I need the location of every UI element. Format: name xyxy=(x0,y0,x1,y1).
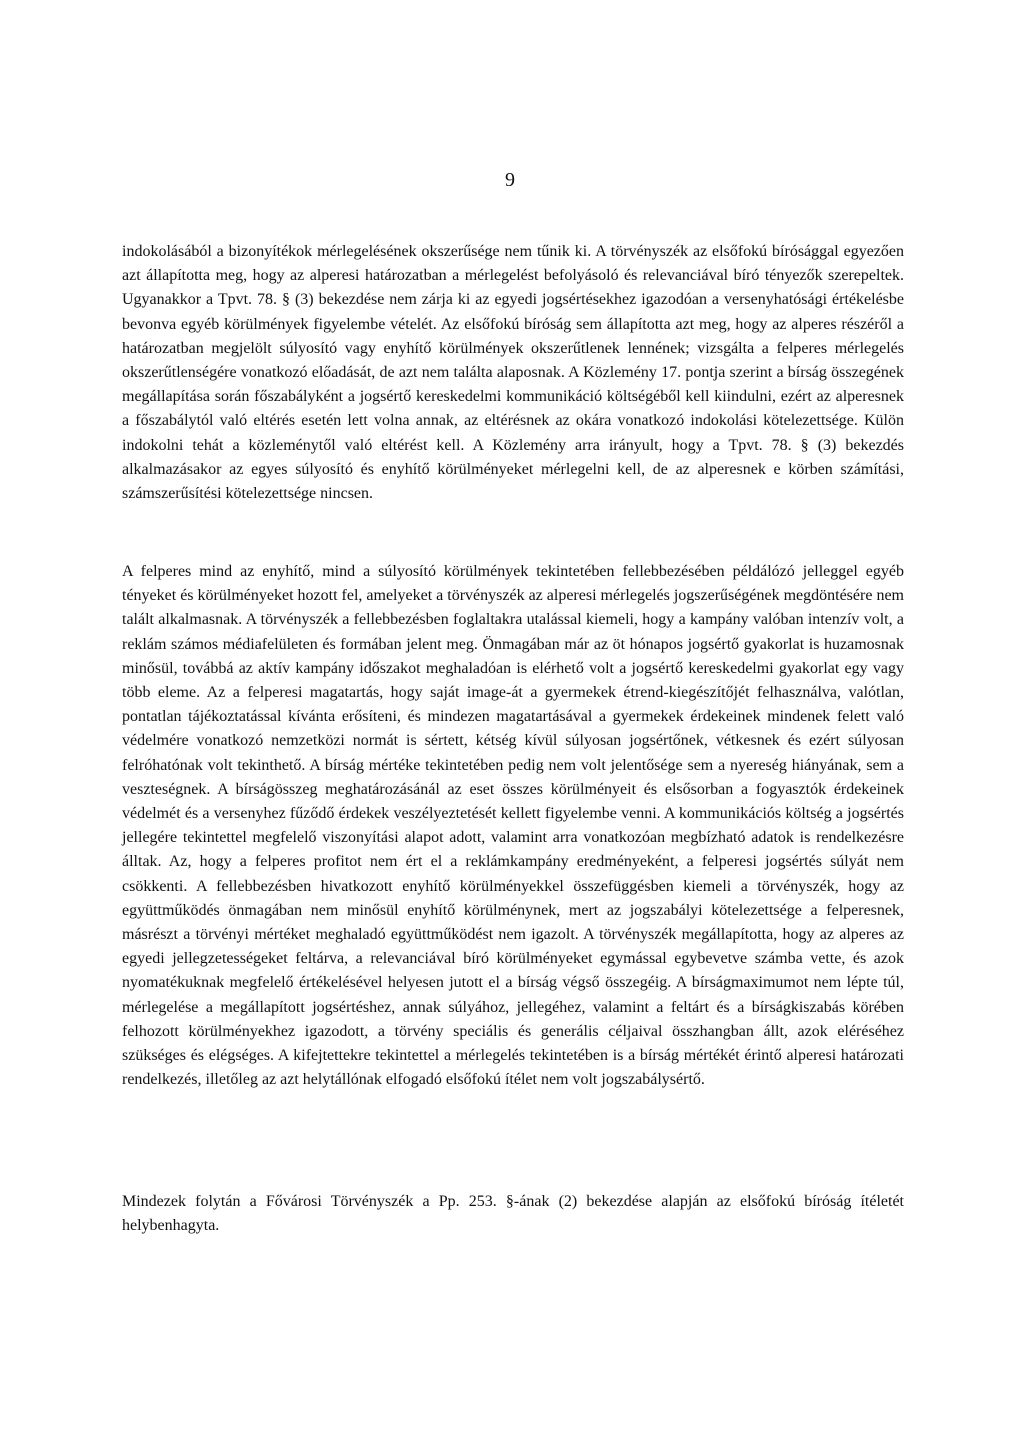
paragraph-3: Mindezek folytán a Fővárosi Törvényszék a Pp. 253. §-ának (2) bekezdése alapján az elsőfokú bíróság ítéletét helybenhagyta. xyxy=(122,1193,904,1235)
paragraph-1: indokolásából a bizonyítékok mérlegelésének okszerűsége nem tűnik ki. A törvényszék az elsőfokú bírósággal egyezően azt állapította meg, hogy az alperesi határozatban a mérlegelést befolyásoló és relevanciával bíró tényezők szerepeltek. Ugyanakkor a Tpvt. 78. § (3) bekezdése nem zárja ki az egyedi jogsértésekhez igazodóan a versenyhatósági értékelésbe bevonva egyéb körülmények figyelembe vételét. Az elsőfokú bíróság sem állapította azt meg, hogy az alperes részéről a határozatban megjelölt súlyosító vagy enyhítő körülmények okszerűtlenek lennének; vizsgálta a felperes mérlegelés okszerűtlenségére vonatkozó előadását, de azt nem találta alaposnak. A Közlemény 17. pontja szerint a bírság összegének megállapítása során főszabályként a jogsértő kereskedelmi kommunikáció költségéből kell kiindulni, ezért az alperesnek a főszabálytól való eltérés esetén lett volna annak, az eltérésnek az okára vonatkozó indokolási kötelezettsége. Külön indokolni tehát a közleménytől való eltérést kell. A Közlemény arra irányult, hogy a Tpvt. 78. § (3) bekezdés alkalmazásakor az egyes súlyosító és enyhítő körülményeket mérlegelni kell, de az alperesnek e körben számítási, számszerűsítési kötelezettsége nincsen. xyxy=(122,243,904,503)
page-number: 9 xyxy=(505,169,515,191)
paragraph-2: A felperes mind az enyhítő, mind a súlyosító körülmények tekintetében fellebbezésében példálózó jelleggel egyéb tényeket és körülményeket hozott fel, amelyeket a törvényszék az alperesi mérlegelés jogszerűségének megdöntésére nem talált alkalmasnak. A törvényszék a fellebbezésben foglaltakra utalással kiemeli, hogy a kampány valóban intenzív volt, a reklám számos médiafelületen és formában jelent meg. Önmagában már az öt hónapos jogsértő gyakorlat is huzamosnak minősül, továbbá az aktív kampány időszakot meghaladóan is elérhető volt a jogsértő kereskedelmi gyakorlat egy vagy több eleme. Az a felperesi magatartás, hogy saját image-át a gyermekek étrend-kiegészítőjét felhasználva, valótlan, pontatlan tájékoztatással kívánta erősíteni, és mindezen magatartásával a gyermekek érdekeinek mindenek felett való védelmére vonatkozó nemzetközi normát is sértett, kétség kívül súlyosan jogsértőnek, vétkesnek és ezért súlyosan felróhatónak volt tekinthető. A bírság mértéke tekintetében pedig nem volt jelentősége sem a nyereség hiányának, sem a veszteségnek. A bírságösszeg meghatározásánál az eset összes körülményeit és elsősorban a fogyasztók érdekeinek védelmét és a versenyhez fűződő érdekek veszélyeztetését kellett figyelembe venni. A kommunikációs költség a jogsértés jellegére tekintettel megfelelő viszonyítási alapot adott, valamint arra vonatkozóan megbízható adatok is rendelkezésre álltak. Az, hogy a felperes profitot nem ért el a reklámkampány eredményeként, a felperesi jogsértés súlyát nem csökkenti. A fellebbezésben hivatkozott enyhítő körülményekkel összefüggésben kiemeli a törvényszék, hogy az együttműködés önmagában nem minősül enyhítő körülménynek, mert az jogszabályi kötelezettsége a felperesnek, másrészt a törvényi mértéket meghaladó együttműködést nem igazolt. A törvényszék megállapította, hogy az alperes az egyedi jellegzetességeket feltárva, a relevanciával bíró körülményeket egymással egybevetve számba vette, és azok nyomatékuknak megfelelő értékelésével helyesen jutott el a bírság végső összegéig. A bírságmaximumot nem lépte túl, mérlegelése a megállapított jogsértéshez, annak súlyához, jellegéhez, valamint a feltárt és a bírságkiszabás körében felhozott körülményekhez igazodott, a törvény speciális és generális céljaival összhangban állt, azok eléréséhez szükséges és elégséges. A kifejtettekre tekintettel a mérlegelés tekintetében is a bírság mértékét érintő alperesi határozati rendelkezés, illetőleg az azt helytállónak elfogadó elsőfokú ítélet nem volt jogszabálysértő. xyxy=(122,563,904,1089)
